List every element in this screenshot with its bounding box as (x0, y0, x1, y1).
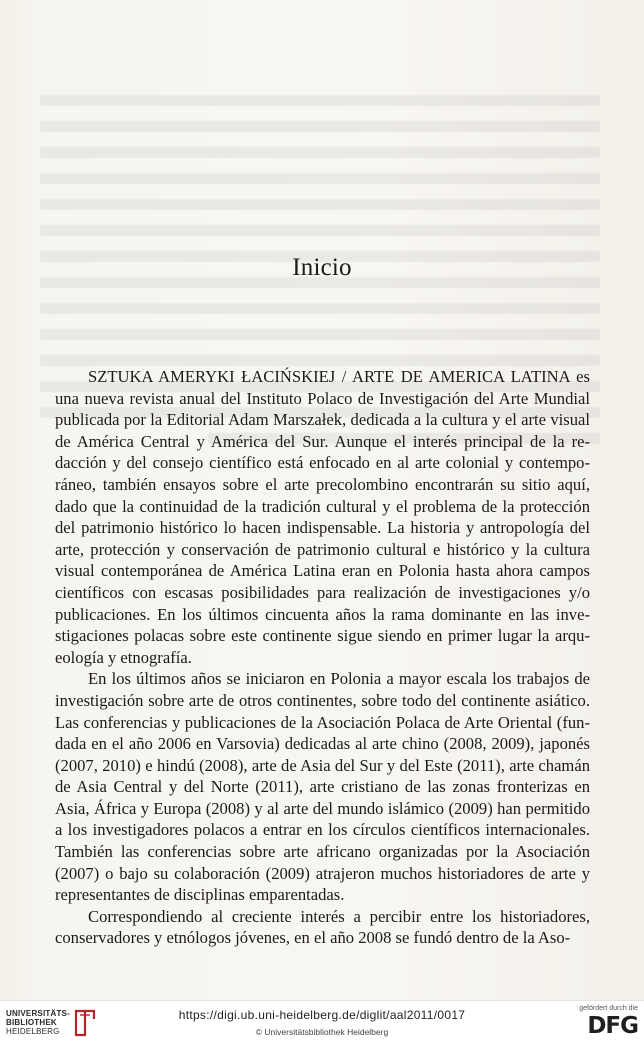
page-url-link[interactable]: https://digi.ub.uni-heidelberg.de/diglit/aal2011/0017 (178, 1008, 466, 1022)
paragraph-2: En los últimos años se iniciaron en Polonia a mayor escala los trabajos de investigación sobre arte de otros continentes, sobre todo del continente asiático. Las conferencias y publicaciones de la Asociación Polaca de Arte Oriental (fundada en el año 2006 en Varsovia) dedicadas al arte chino (2008, 2009), japonés (2007, 2010) e hindú (2008), arte de Asia del Sur y del Este (2011), arte chamán de Asia Central y del Norte (2011), arte cristiano de las zonas fronterizas en Asia, África y Europa (2008) y al arte del mundo islámico (2009) han permitido a los investigadores polacos a entrar en los círculos científicos internacionales. También las conferencias sobre arte africano organizadas por la Asociación (2007) o bajo su colaboración (2009) atrajeron muchos historiadores de arte y representantes de disciplinas emparentadas. (55, 669, 590, 905)
library-name-line-3: HEIDELBERG (6, 1027, 60, 1036)
copyright-notice: © Universitätsbibliothek Heidelberg (255, 1027, 389, 1037)
paragraph-3: Correspondiendo al creciente interés a percibir entre los historiadores, conservadores y etnólogos jóvenes, en el año 2008 se fundó dentro de la Aso- (55, 906, 590, 948)
paragraph-1: SZTUKA AMERYKI ŁACIŃSKIEJ / ARTE DE AMERICA LATINA es una nueva revista anual del Instituto Polaco de Investigación del Arte Mundial publicada por la Editorial Adam Marszałek, dedicada a la cultura y el arte visual de América Central y América del Sur. Aunque el interés principal de la redacción y del consejo científico está enfocado en al arte colonial y contemporáneo, también ensayos sobre el arte precolombino encontrarán su sitio aquí, dado que la continuidad de la tradición cultural y el problema de la protección del patrimonio histórico lo hacen indispensable. La historia y antropología del arte, protección y conservación de patrimonio cultural e histórico y la cultura visual contemporánea de América Latina eran en Polonia hasta ahora campos científicos con escasas posibilidades para realización de investigaciones y/o publicaciones. En los últimos cincuenta años la rama dominante en las investigaciones polacas sobre este continente sigue siendo en primer lugar la arqueología y etnografía. (55, 367, 590, 667)
funder-block[interactable] (579, 1005, 638, 1039)
page-title: Inicio (292, 254, 352, 281)
footer-bar (0, 1000, 644, 1045)
library-name-line-1: UNIVERSITÄTS- (6, 1009, 70, 1018)
library-name-line-2: BIBLIOTHEK (6, 1018, 57, 1027)
funded-by-label: gefördert durch die (579, 1005, 638, 1012)
body-text (55, 366, 590, 949)
dfg-logo-icon: DFG (587, 1013, 638, 1039)
